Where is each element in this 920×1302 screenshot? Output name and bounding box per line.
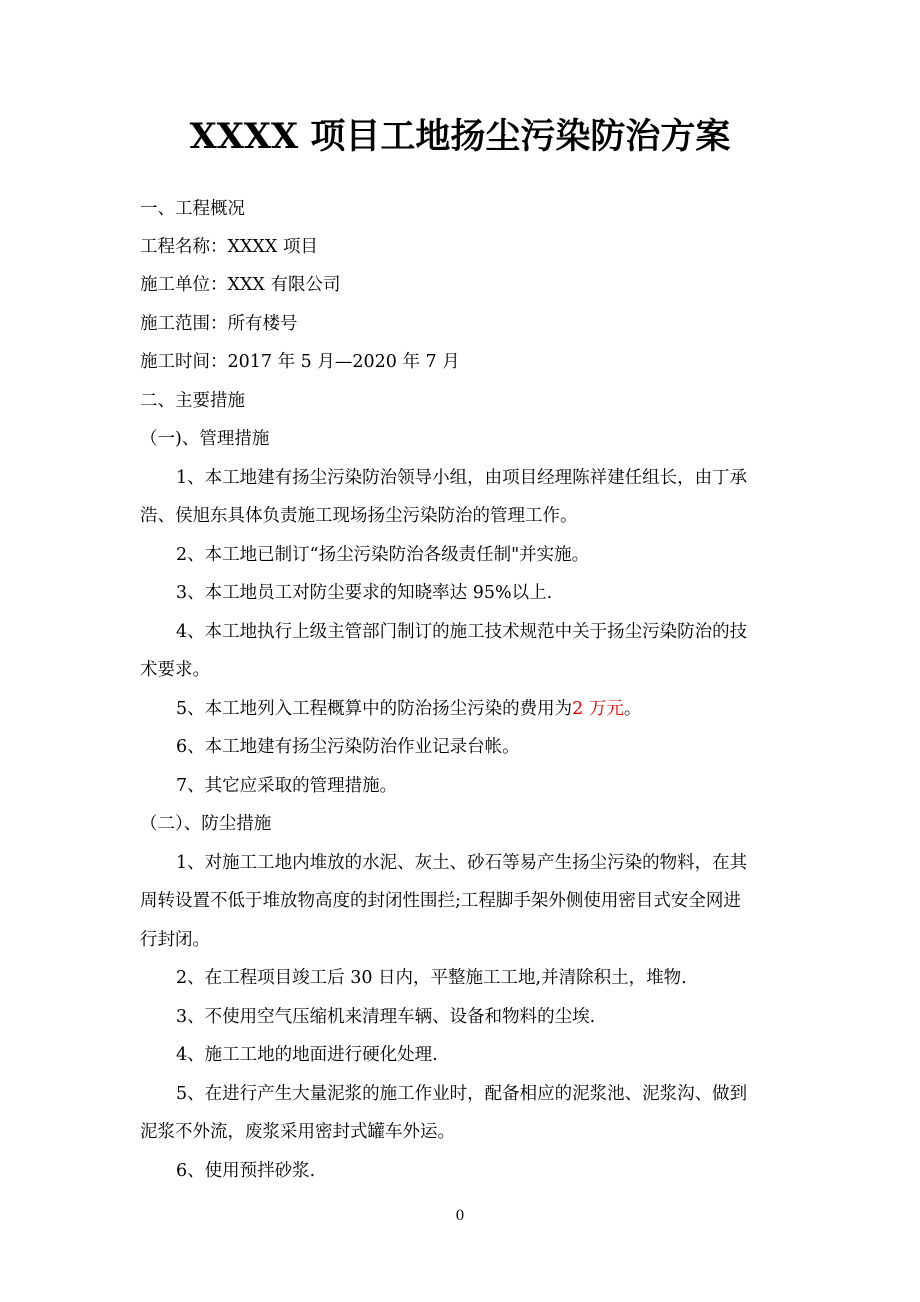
management-item-1-line-1: 1、本工地建有扬尘污染防治领导小组，由项目经理陈祥建任组长，由丁承 [176, 468, 748, 488]
management-item-4-line-2: 术要求。 [140, 660, 210, 680]
dust-item-3: 3、不使用空气压缩机来清理车辆、设备和物料的尘埃. [176, 1007, 596, 1027]
dust-item-4: 4、施工工地的地面进行硬化处理. [176, 1045, 438, 1065]
contractor: 施工单位：XXX 有限公司 [140, 275, 341, 295]
management-item-1-line-2: 浩、侯旭东具体负责施工现场扬尘污染防治的管理工作。 [140, 506, 578, 526]
construction-scope: 施工范围：所有楼号 [140, 314, 298, 334]
budget-amount: 2 万元 [572, 699, 624, 719]
management-item-6: 6、本工地建有扬尘污染防治作业记录台帐。 [176, 737, 520, 757]
subsection-heading-management: （一)、管理措施 [140, 429, 270, 449]
management-item-5 [176, 697, 641, 721]
management-item-7: 7、其它应采取的管理措施。 [176, 776, 398, 796]
dust-item-1-line-1: 1、对施工工地内堆放的水泥、灰土、砂石等易产生扬尘污染的物料，在其 [176, 853, 748, 873]
dust-item-6: 6、使用预拌砂浆. [176, 1161, 316, 1181]
dust-item-5-line-2: 泥浆不外流，废浆采用密封式罐车外运。 [140, 1122, 455, 1142]
section-heading-overview: 一、工程概况 [140, 199, 245, 219]
management-item-5-prefix: 5、本工地列入工程概算中的防治扬尘污染的费用为 [176, 699, 573, 719]
dust-item-1-line-2: 周转设置不低于堆放物高度的封闭性围拦;工程脚手架外侧使用密目式安全网进 [140, 891, 741, 911]
page-number: 0 [455, 1208, 465, 1224]
management-item-2: 2、本工地已制订“扬尘污染防治各级责任制"并实施。 [176, 545, 590, 565]
construction-period: 施工时间：2017 年 5 月—2020 年 7 月 [140, 352, 460, 372]
project-name: 工程名称：XXXX 项目 [140, 237, 318, 257]
section-heading-measures: 二、主要措施 [140, 391, 245, 411]
dust-item-2: 2、在工程项目竣工后 30 日内，平整施工工地,并清除积土，堆物. [176, 968, 687, 988]
management-item-3: 3、本工地员工对防尘要求的知晓率达 95%以上. [176, 583, 553, 603]
management-item-4-line-1: 4、本工地执行上级主管部门制订的施工技术规范中关于扬尘污染防治的技 [176, 622, 748, 642]
management-item-5-suffix: 。 [623, 699, 642, 719]
dust-item-5-line-1: 5、在进行产生大量泥浆的施工作业时，配备相应的泥浆池、泥浆沟、做到 [176, 1084, 748, 1104]
subsection-heading-dust-control: （二）、防尘措施 [140, 814, 272, 834]
document-title: XXXX 项目工地扬尘污染防治方案 [189, 116, 731, 157]
dust-item-1-line-3: 行封闭。 [140, 930, 210, 950]
